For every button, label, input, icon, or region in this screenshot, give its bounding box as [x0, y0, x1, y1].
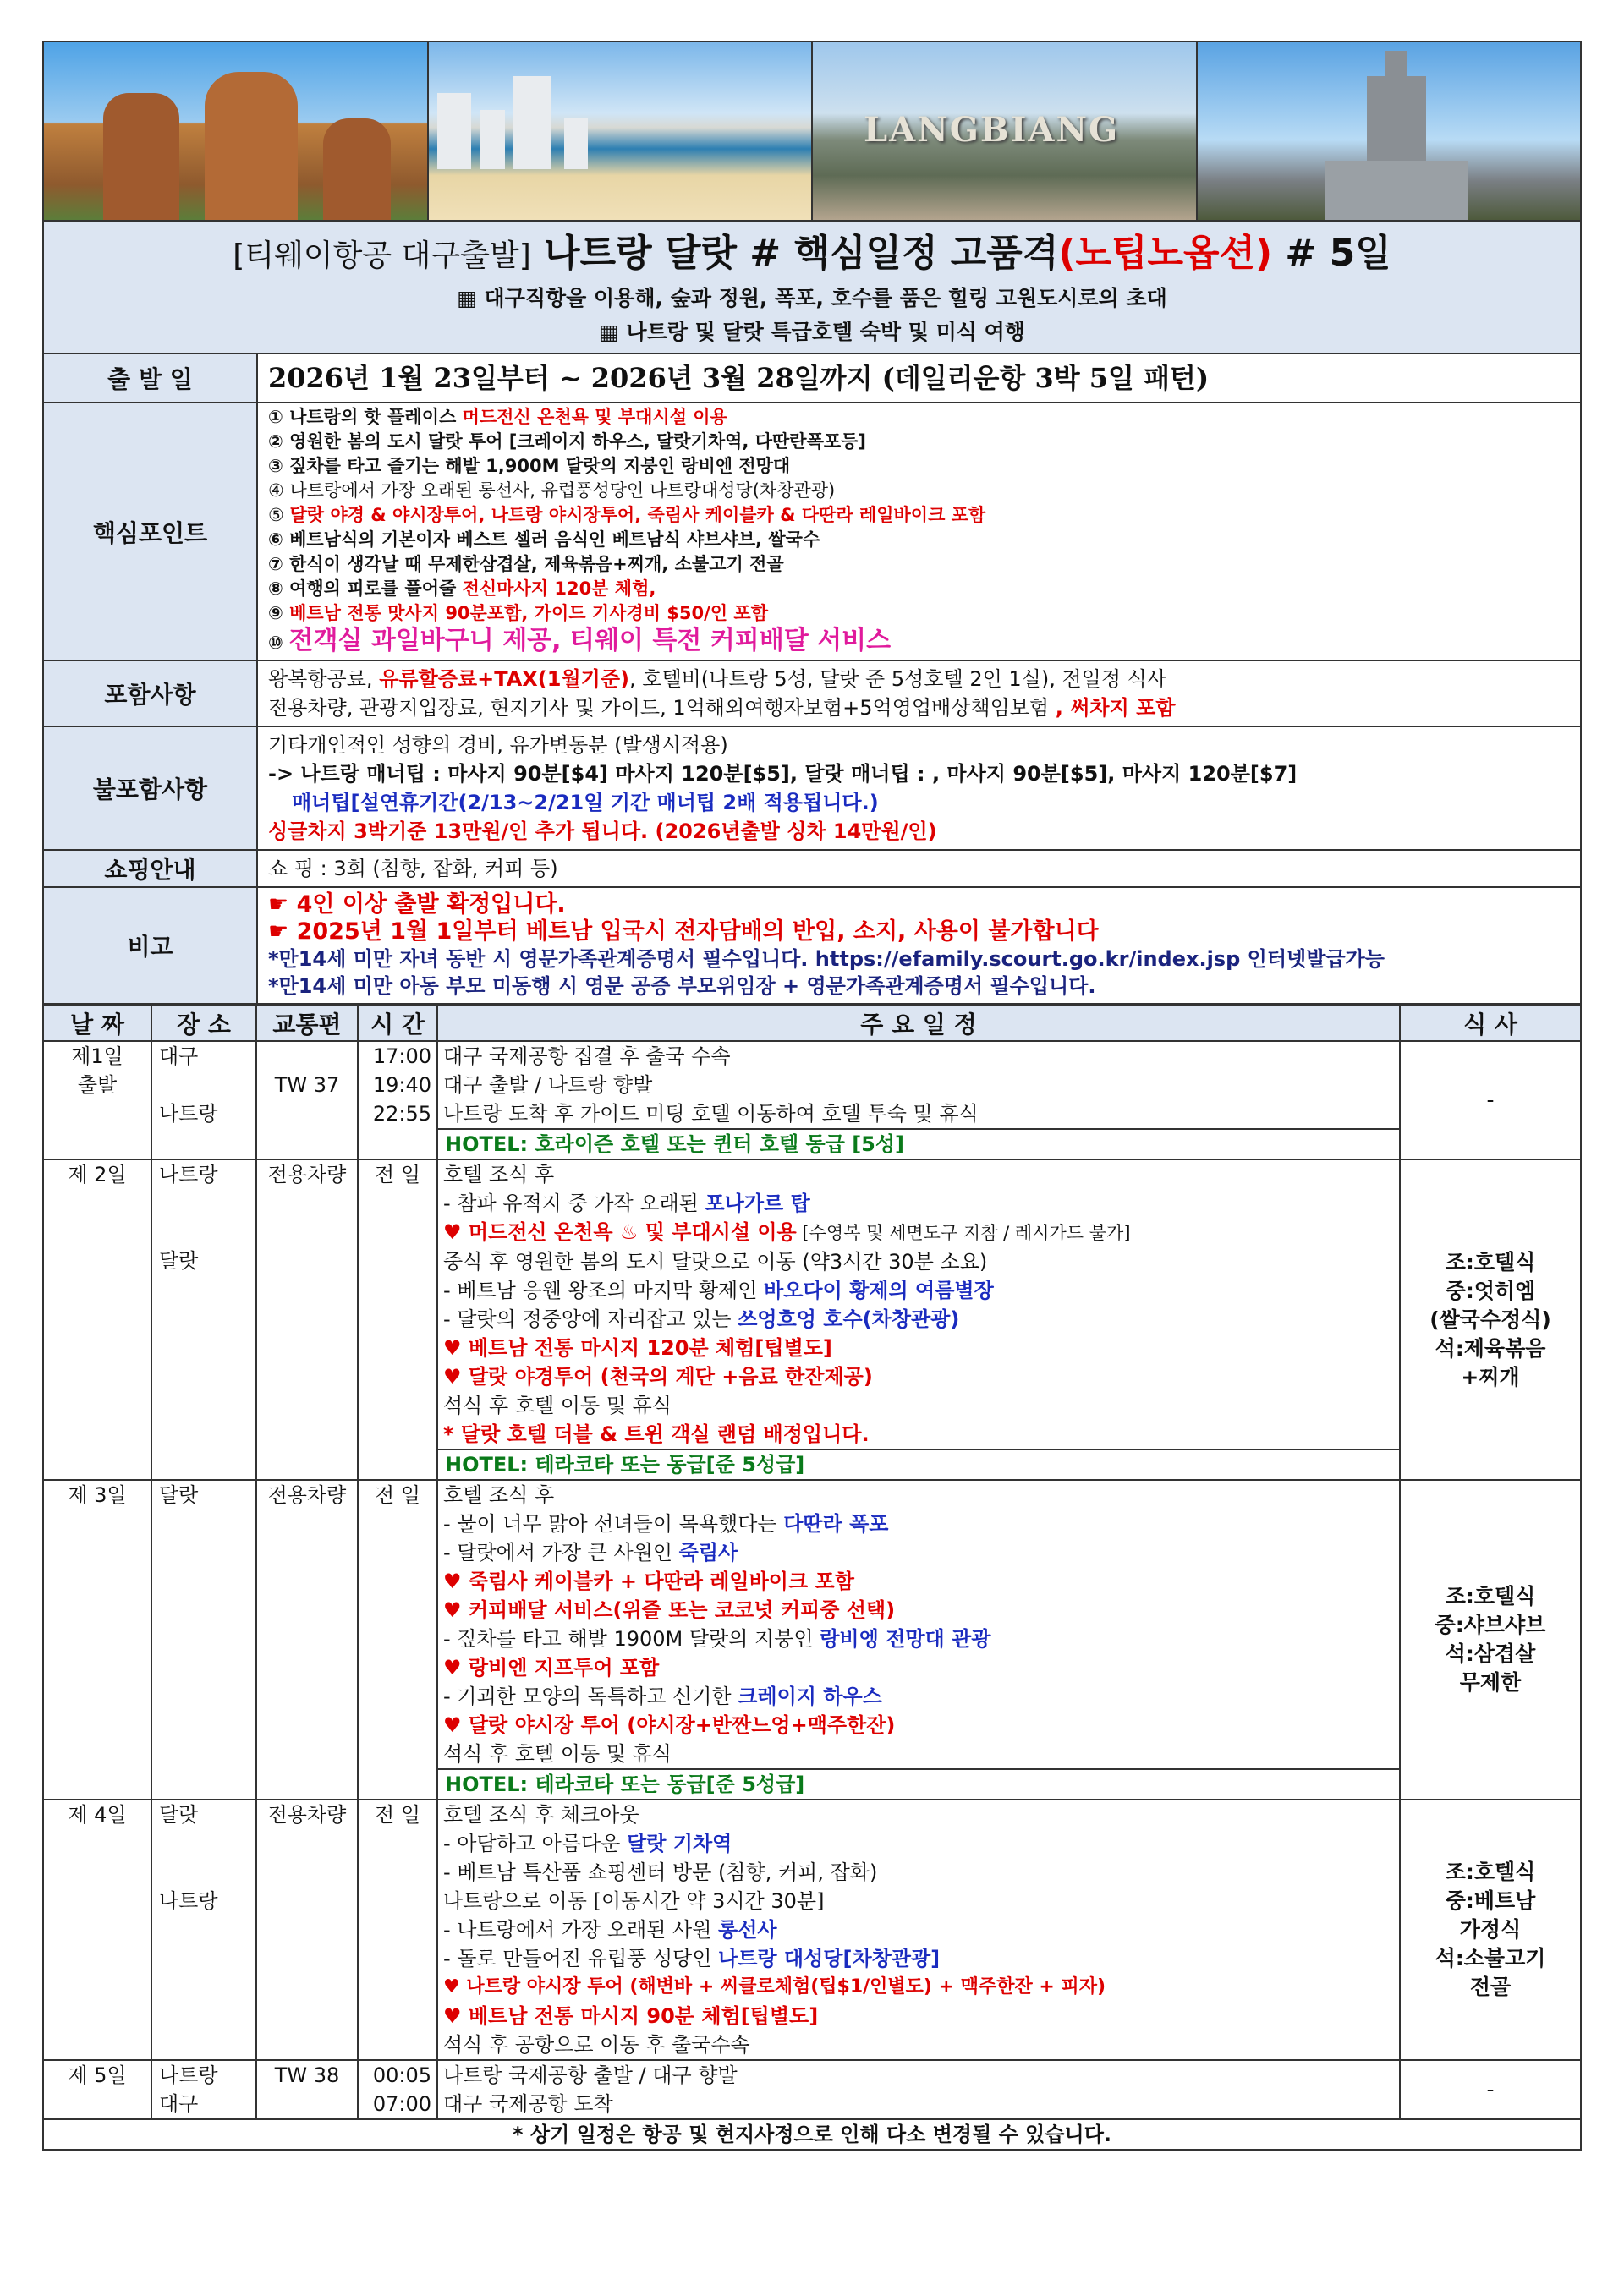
col-meal: 식 사	[1400, 1006, 1581, 1041]
day-row-2: 제 2일 나트랑 달랏 전용차량 전 일 호텔 조식 후 - 참파 유적지 중 가작 오래된 포나가르 탑 ♥ 머드전신 온천욕 ♨ 및 부대시설 이용 [수영복 및 세면도구 지참 / 레시가드 불가] 중식 후 영원한 봄의 도시 달랏으로 이동 (약3시간 30분 소요) - 베트남 응웬 왕조의 마지막 황제인 바오다이 황제의 여름별장 - 달랏의 정중앙에 자리잡고 있는 쓰엉흐엉 호수(차창관광) ♥ 베트남 전통 마시지 120분 체험[팁별도] ♥ 달랏 야경투어 (천국의 계단 +음료 한잔제공) 석식 후 호텔 이동 및 휴식 * 달랏 호텔 더블 & 트윈 객실 랜덤 배정입니다. HOTEL: 테라코타 또는 동급[준 5성급] 조:호텔식 중:엇히엠 (쌀국수정식) 석:제육볶음 +찌개	[43, 1159, 1581, 1480]
photo-cham-towers	[44, 42, 429, 220]
day-row-5: 제 5일 나트랑 대구 TW 38 00:05 07:00 나트랑 국제공항 출발 / 대구 향발 대구 국제공항 도착 -	[43, 2060, 1581, 2119]
excluded-label: 불포함사항	[43, 726, 257, 850]
subtitle-2: ▦ 나트랑 및 달랏 특급호텔 숙박 및 미식 여행	[599, 320, 1025, 344]
point-item: ① 나트랑의 핫 플레이스 머드전신 온천욕 및 부대시설 이용	[268, 407, 727, 427]
points-label: 핵심포인트	[43, 403, 257, 660]
point-item: ⑤ 달랏 야경 & 야시장투어, 나트랑 야시장투어, 죽림사 케이블카 & 다딴라 레일바이크 포함	[268, 505, 986, 525]
day2-hotel: HOTEL: 테라코타 또는 동급[준 5성급]	[438, 1449, 1399, 1479]
schedule-header-row	[43, 1006, 1581, 1041]
itinerary-page	[42, 41, 1582, 2151]
col-date: 날 짜	[43, 1006, 151, 1041]
subtitle-1: ▦ 대구직항을 이용해, 숲과 정원, 폭포, 호수를 품은 힐링 고원도시로의 초대	[457, 286, 1167, 310]
point-item: ⑥ 베트남식의 기본이자 베스트 셀러 음식인 베트남식 샤브샤브, 쌀국수	[268, 529, 820, 550]
day-row-1: 제1일 출발 대구 나트랑 TW 37 17:00 19:40 22:55 대구 국제공항 집결 후 출국 수속 대구 출발 / 나트랑 향발 나트랑 도착 후 가이드 미팅 호텔 이동하여 호텔 투숙 및 휴식 HOTEL: 호라이즌 호텔 또는 퀸터 호텔 동급 [5성] -	[43, 1041, 1581, 1159]
photo-cathedral	[1198, 42, 1581, 220]
photo-nhatrang-beach	[429, 42, 814, 220]
point-item: ⑧ 여행의 피로를 풀어줄 전신마사지 120분 체험,	[268, 578, 656, 599]
day2-meal: 조:호텔식 중:엇히엠 (쌀국수정식) 석:제육볶음 +찌개	[1400, 1159, 1581, 1480]
included-content: 왕복항공료, 유류할증료+TAX(1월기준), 호텔비(나트랑 5성, 달랏 준 5성호텔 2인 1실), 전일정 식사 전용차량, 관광지입장료, 현지기사 및 가이드, 1억해외여행자보험+5억영업배상책임보험 , 써차지 포함	[257, 660, 1581, 726]
photo-banner	[42, 41, 1582, 220]
day-row-4: 제 4일 달랏 나트랑 전용차량 전 일 호텔 조식 후 체크아웃 - 아담하고 아름다운 달랏 기차역 - 베트남 특산품 쇼핑센터 방문 (침향, 커피, 잡화) 나트랑으로 이동 [이동시간 약 3시간 30분] - 나트랑에서 가장 오래된 사원 롱선사 - 돌로 만들어진 유럽풍 성당인 나트랑 대성당[차창관광] ♥ 나트랑 야시장 투어 (해변바 + 씨클로체험(팁$1/인별도) + 맥주한잔 + 피자) ♥ 베트남 전통 마시지 90분 체험[팁별도] 석식 후 공항으로 이동 후 출국수속 조:호텔식 중:베트남 가정식 석:소불고기 전골	[43, 1800, 1581, 2060]
points-list	[257, 403, 1581, 660]
point-item: ③ 짚차를 타고 즐기는 해발 1,900M 달랏의 지붕인 랑비엔 전망대	[268, 456, 791, 476]
col-transport: 교통편	[256, 1006, 358, 1041]
point-item: ④ 나트랑에서 가장 오래된 롱선사, 유럽풍성당인 나트랑대성당(차창관광)	[268, 480, 836, 501]
depart-value: 2026년 1월 23일부터 ~ 2026년 3월 28일까지 (데일리운항 3박 5일 패턴)	[268, 362, 1210, 394]
shopping-label: 쇼핑안내	[43, 850, 257, 887]
page-title: [티웨이항공 대구출발] 나트랑 달랏 # 핵심일정 고품격(노팁노옵션) # 5일	[233, 232, 1391, 275]
day1-hotel: HOTEL: 호라이즌 호텔 또는 퀸터 호텔 동급 [5성]	[438, 1128, 1399, 1159]
day4-meal: 조:호텔식 중:베트남 가정식 석:소불고기 전골	[1400, 1800, 1581, 2060]
footer-note: * 상기 일정은 항공 및 현지사정으로 인해 다소 변경될 수 있습니다.	[43, 2119, 1581, 2150]
day-row-3: 제 3일 달랏 전용차량 전 일 호텔 조식 후 - 물이 너무 맑아 선녀들이 목욕했다는 다딴라 폭포 - 달랏에서 가장 큰 사원인 죽림사 ♥ 죽림사 케이블카 + 다딴라 레일바이크 포함 ♥ 커피배달 서비스(위즐 또는 코코넛 커피중 선택) - 짚차를 타고 해발 1900M 달랏의 지붕인 랑비엥 전망대 관광 ♥ 랑비엔 지프투어 포함 - 기괴한 모양의 독특하고 신기한 크레이지 하우스 ♥ 달랏 야시장 투어 (야시장+반짠느엉+맥주한잔) 석식 후 호텔 이동 및 휴식 HOTEL: 테라코타 또는 동급[준 5성급] 조:호텔식 중:샤브샤브 석:삼겹살 무제한	[43, 1480, 1581, 1800]
col-place: 장 소	[151, 1006, 256, 1041]
day3-meal: 조:호텔식 중:샤브샤브 석:삼겹살 무제한	[1400, 1480, 1581, 1800]
info-table	[42, 353, 1582, 1005]
col-itinerary: 주 요 일 정	[437, 1006, 1400, 1041]
point-item: ⑦ 한식이 생각날 때 무제한삼겹살, 제육볶음+찌개, 소불고기 전골	[268, 554, 784, 574]
point-item: ⑨ 베트남 전통 맛사지 90분포함, 가이드 기사경비 $50/인 포함	[268, 603, 768, 623]
col-time: 시 간	[358, 1006, 437, 1041]
day3-hotel: HOTEL: 테라코타 또는 동급[준 5성급]	[438, 1768, 1399, 1799]
shopping-value: 쇼 핑 : 3회 (침향, 잡화, 커피 등)	[257, 850, 1581, 887]
schedule-table	[42, 1005, 1582, 2151]
title-header	[42, 220, 1582, 353]
point-item: ⑩ 전객실 과일바구니 제공, 티웨이 특전 커피배달 서비스	[268, 626, 892, 655]
excluded-content: 기타개인적인 성향의 경비, 유가변동분 (발생시적용) -> 나트랑 매너팁 : 마사지 90분[$4] 마사지 120분[$5], 달랏 매너팁 : , 마사지 90분[$5], 마사지 120분[$7] 매너팁[설연휴기간(2/13~2/21일 기간 매너팁 2배 적용됩니다.) 싱글차지 3박기준 13만원/인 추가 됩니다. (2026년출발 싱차 14만원/인)	[257, 726, 1581, 850]
langbiang-sign: LANGBIANG	[864, 110, 1120, 150]
point-item: ② 영원한 봄의 도시 달랏 투어 [크레이지 하우스, 달랏기차역, 다딴란폭포등]	[268, 431, 867, 452]
photo-langbiang	[813, 42, 1198, 220]
included-label: 포함사항	[43, 660, 257, 726]
efamily-link[interactable]: https://efamily.scourt.go.kr/index.jsp	[815, 947, 1241, 971]
notes-label: 비고	[43, 887, 257, 1004]
depart-label: 출 발 일	[43, 353, 257, 403]
notes-content: ☛ 4인 이상 출발 확정입니다. ☛ 2025년 1월 1일부터 베트남 입국시 전자담배의 반입, 소지, 사용이 불가합니다 *만14세 미만 자녀 동반 시 영문가족관계증명서 필수입니다. https://efamily.scourt.go.kr/index.jsp 인터넷발급가능 *만14세 미만 아동 부모 미동행 시 영문 공증 부모위임장 + 영문가족관계증명서 필수입니다.	[257, 887, 1581, 1004]
